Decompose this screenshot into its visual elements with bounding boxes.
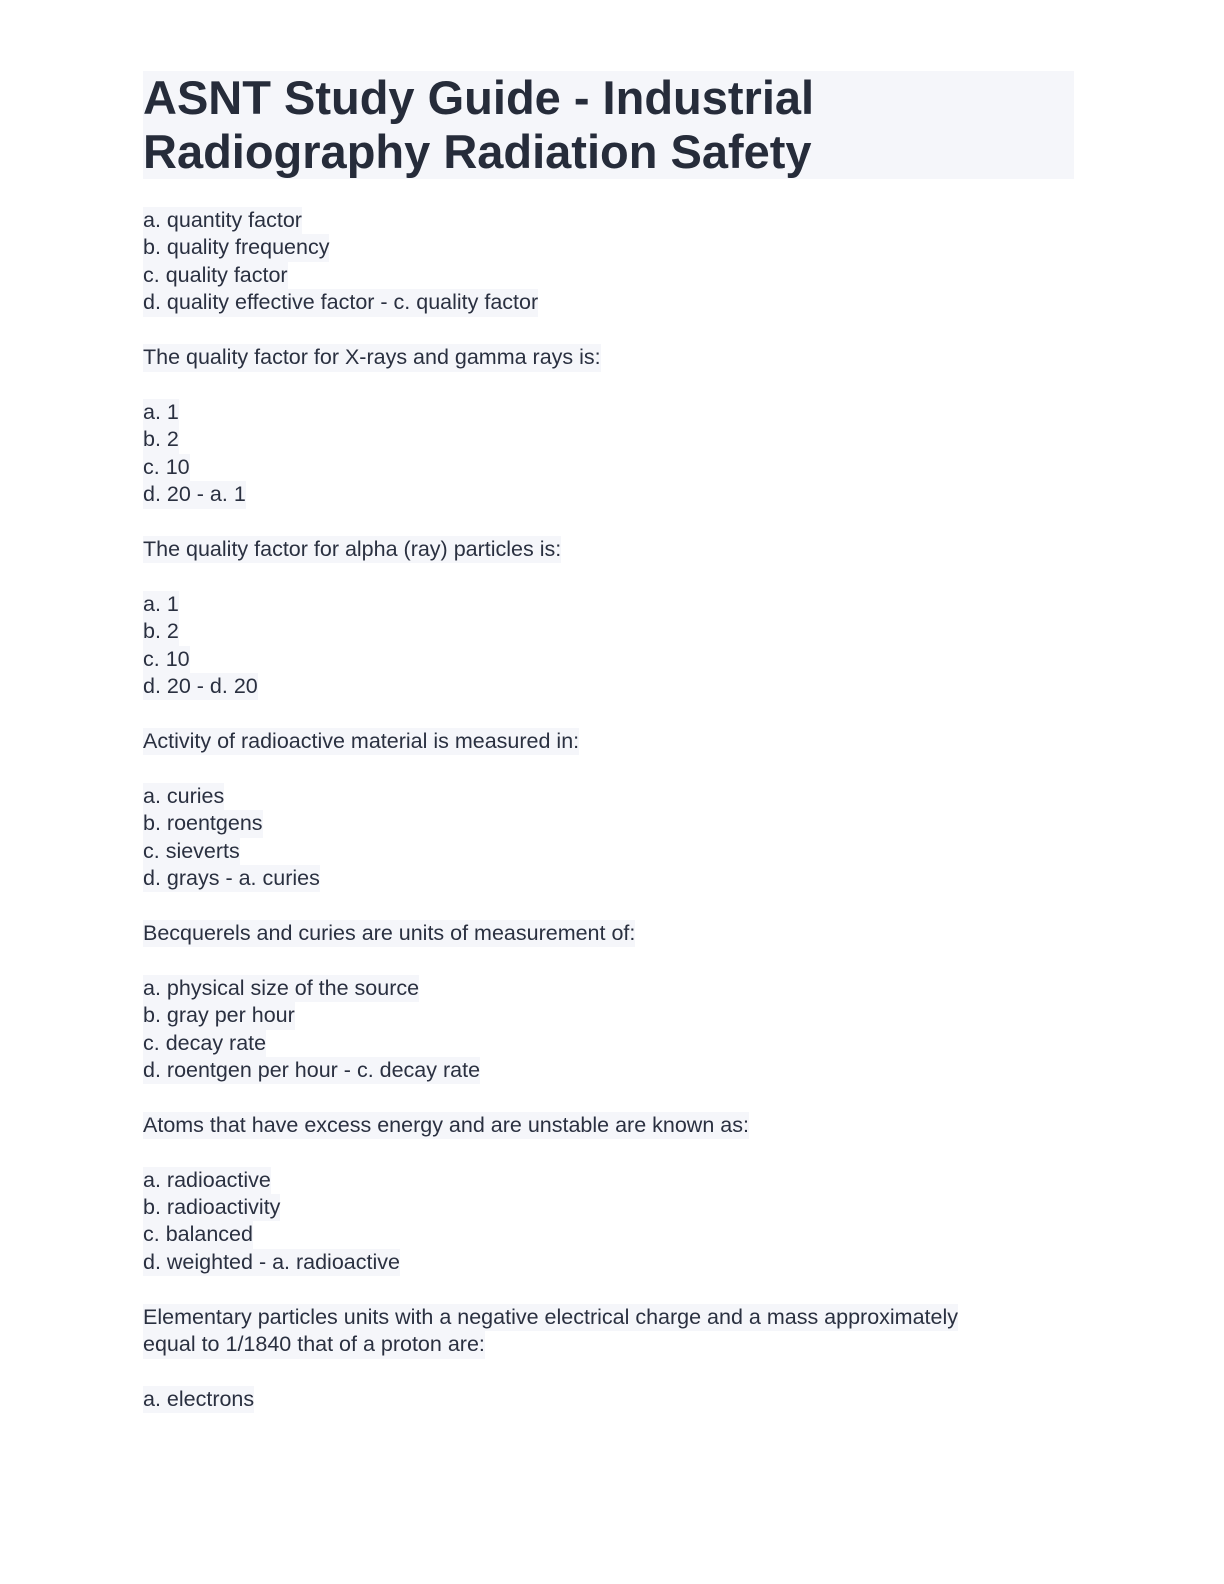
answer-option: a. quantity factor [143, 207, 302, 234]
answer-option: a. 1 [143, 399, 179, 426]
title-line-1: ASNT Study Guide - Industrial [143, 71, 815, 124]
question-block [143, 207, 1074, 317]
answer-option: a. radioactive [143, 1167, 271, 1194]
answer-option: b. gray per hour [143, 1002, 295, 1029]
spacer [143, 563, 1074, 590]
answer-option: d. 20 - d. 20 [143, 673, 258, 700]
answer-option: b. 2 [143, 426, 179, 453]
answer-option: d. weighted - a. radioactive [143, 1249, 400, 1276]
document-page [143, 71, 1074, 1441]
question-block [143, 920, 1074, 1084]
question-text: Becquerels and curies are units of measurement of: [143, 920, 635, 947]
question-text: Elementary particles units with a negative electrical charge and a mass approximately [143, 1304, 958, 1331]
answer-option: c. 10 [143, 454, 190, 481]
answer-option: a. curies [143, 783, 224, 810]
answer-option: d. grays - a. curies [143, 865, 320, 892]
answer-option: c. quality factor [143, 262, 288, 289]
question-block [143, 344, 1074, 508]
question-text: Atoms that have excess energy and are unstable are known as: [143, 1112, 749, 1139]
answer-option: d. 20 - a. 1 [143, 481, 246, 508]
answer-option: c. sieverts [143, 838, 240, 865]
question-list [143, 207, 1074, 1413]
question-block [143, 728, 1074, 892]
question-block [143, 1112, 1074, 1276]
answer-option: d. roentgen per hour - c. decay rate [143, 1057, 480, 1084]
answer-option: b. roentgens [143, 810, 263, 837]
answer-option: b. 2 [143, 618, 179, 645]
question-text: The quality factor for alpha (ray) particles is: [143, 536, 561, 563]
document-title [143, 71, 1074, 179]
question-block [143, 1304, 1074, 1414]
answer-option: a. electrons [143, 1386, 254, 1413]
question-text: equal to 1/1840 that of a proton are: [143, 1331, 485, 1358]
answer-option: a. physical size of the source [143, 975, 419, 1002]
answer-option: c. balanced [143, 1221, 253, 1248]
answer-option: a. 1 [143, 591, 179, 618]
spacer [143, 372, 1074, 399]
answer-option: c. decay rate [143, 1030, 266, 1057]
answer-option: c. 10 [143, 646, 190, 673]
answer-option: b. quality frequency [143, 234, 329, 261]
question-text: Activity of radioactive material is measured in: [143, 728, 579, 755]
answer-option: d. quality effective factor - c. quality factor [143, 289, 538, 316]
spacer [143, 1359, 1074, 1386]
spacer [143, 755, 1074, 782]
question-text: The quality factor for X-rays and gamma rays is: [143, 344, 601, 371]
question-block [143, 536, 1074, 700]
spacer [143, 947, 1074, 974]
title-line-2: Radiography Radiation Safety [143, 125, 812, 178]
spacer [143, 1139, 1074, 1166]
answer-option: b. radioactivity [143, 1194, 280, 1221]
